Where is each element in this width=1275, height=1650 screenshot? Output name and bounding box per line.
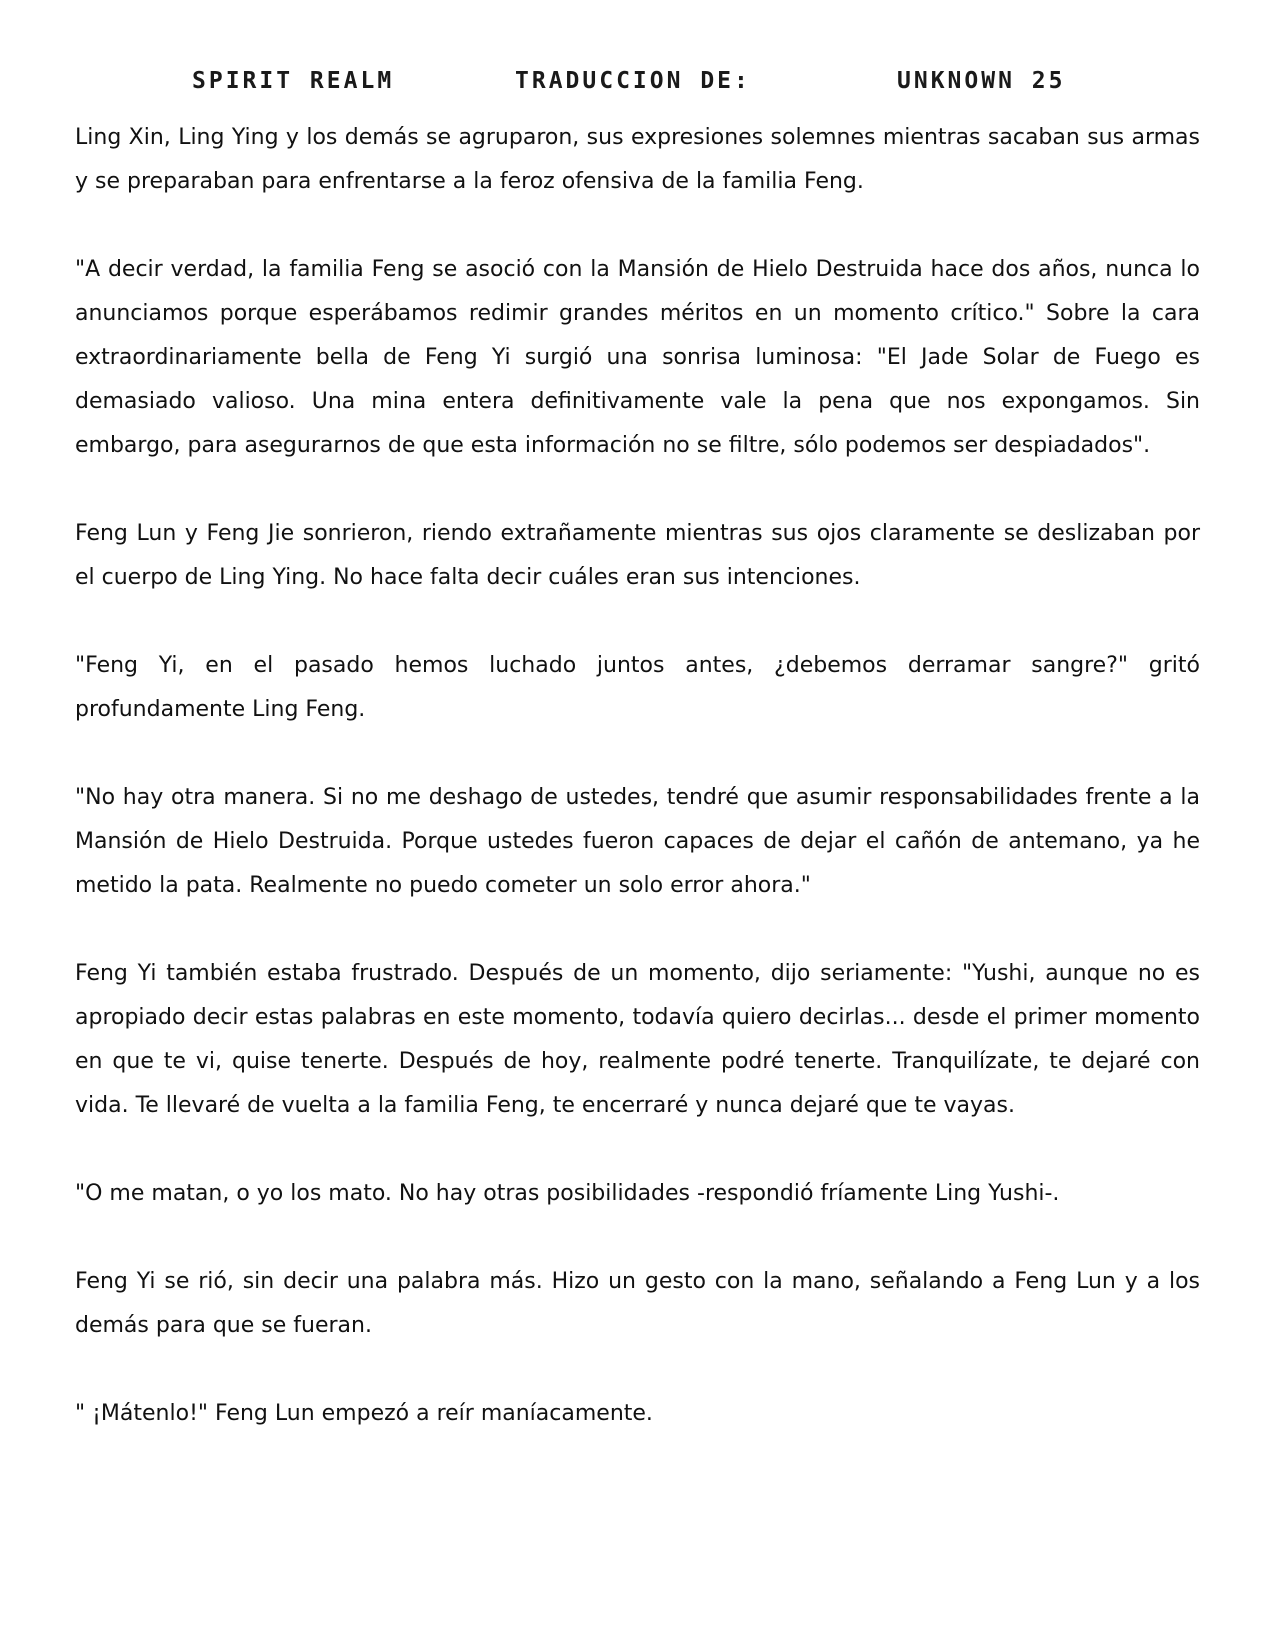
- paragraph: "No hay otra manera. Si no me deshago de ustedes, tendré que asumir responsabilidades frente a la Mansión de Hielo Destruida. Porque ustedes fueron capaces de dejar el cañón de antemano, ya he metido la pata. Realmente no puedo cometer un solo error ahora.": [75, 785, 1200, 898]
- paragraph: Feng Yi también estaba frustrado. Después de un momento, dijo seriamente: "Yushi, aunque no es apropiado decir estas palabras en este momento, todavía quiero decirlas... desde el primer momento en que te vi, quise tenerte. Después de hoy, realmente podré tenerte. Tranquilízate, te dejaré con vida. Te llevaré de vuelta a la familia Feng, te encerraré y nunca dejaré que te vayas.: [75, 961, 1200, 1118]
- paragraph: "O me matan, o yo los mato. No hay otras posibilidades -respondió fríamente Ling Yushi-.: [75, 1181, 1060, 1206]
- paragraph: Ling Xin, Ling Ying y los demás se agruparon, sus expresiones solemnes mientras sacaban sus armas y se preparaban para enfrentarse a la feroz ofensiva de la familia Feng.: [75, 125, 1200, 194]
- header-translation-label: TRADUCCION DE:: [515, 68, 751, 94]
- body-text: [75, 116, 1200, 1436]
- page-header: [0, 68, 1275, 108]
- paragraph: " ¡Mátenlo!" Feng Lun empezó a reír maníacamente.: [75, 1401, 653, 1426]
- paragraph: "Feng Yi, en el pasado hemos luchado juntos antes, ¿debemos derramar sangre?" gritó profundamente Ling Feng.: [75, 653, 1200, 722]
- header-translator-name: UNKNOWN 25: [897, 68, 1066, 94]
- header-series-title: SPIRIT REALM: [192, 68, 395, 94]
- paragraph: "A decir verdad, la familia Feng se asoció con la Mansión de Hielo Destruida hace dos años, nunca lo anunciamos porque esperábamos redimir grandes méritos en un momento crítico." Sobre la cara extraordinariamente bella de Feng Yi surgió una sonrisa luminosa: "El Jade Solar de Fuego es demasiado valioso. Una mina entera definitivamente vale la pena que nos expongamos. Sin embargo, para asegurarnos de que esta información no se filtre, sólo podemos ser despiadados".: [75, 257, 1200, 458]
- paragraph: Feng Lun y Feng Jie sonrieron, riendo extrañamente mientras sus ojos claramente se deslizaban por el cuerpo de Ling Ying. No hace falta decir cuáles eran sus intenciones.: [75, 521, 1200, 590]
- paragraph: Feng Yi se rió, sin decir una palabra más. Hizo un gesto con la mano, señalando a Feng Lun y a los demás para que se fueran.: [75, 1269, 1200, 1338]
